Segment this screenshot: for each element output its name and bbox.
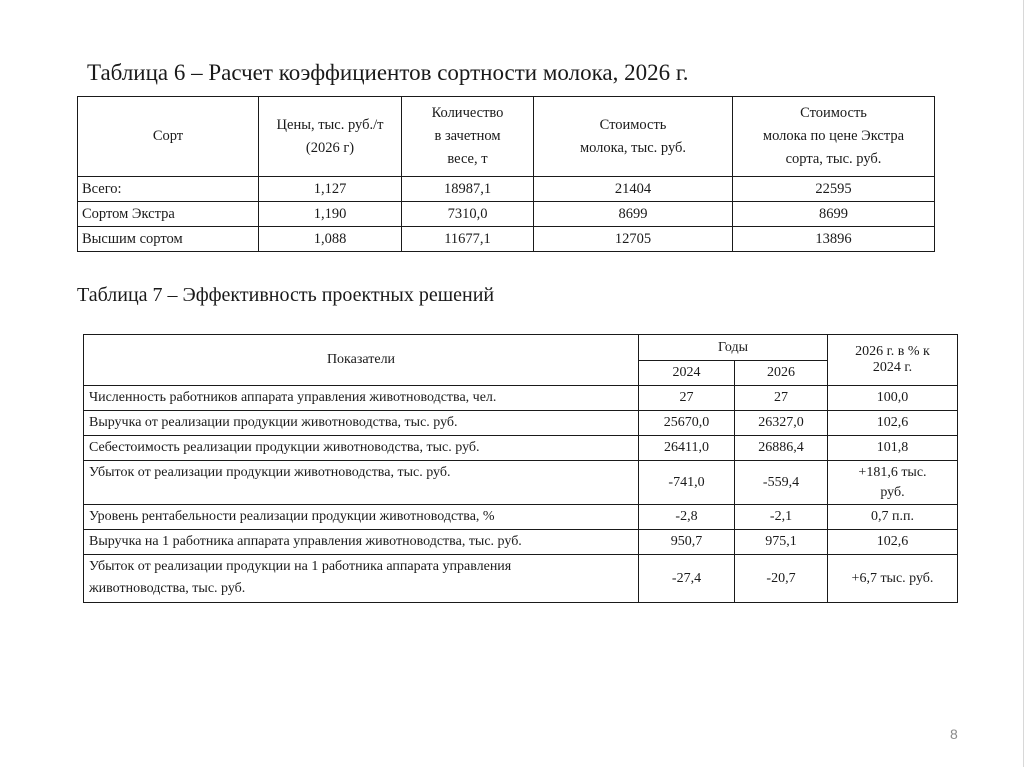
table6-header-row xyxy=(78,97,935,177)
cell-percent: +6,7 тыс. руб. xyxy=(828,555,958,603)
table-row xyxy=(84,555,958,603)
cell-2024: -27,4 xyxy=(639,555,735,603)
cell-indicator: Выручка на 1 работника аппарата управления животноводства, тыс. руб. xyxy=(84,530,639,555)
table7-header-row-1 xyxy=(84,335,958,361)
cell-sort: Сортом Экстра xyxy=(78,202,259,227)
table7-header-2026: 2026 xyxy=(735,361,828,386)
table-row xyxy=(84,386,958,411)
cell-percent: 100,0 xyxy=(828,386,958,411)
table6-sort-coefficients xyxy=(77,96,935,252)
cell-price: 1,088 xyxy=(259,227,402,252)
table7-header-percent: 2026 г. в % к 2024 г. xyxy=(828,335,958,386)
table6-title: Таблица 6 – Расчет коэффициентов сортности молока, 2026 г. xyxy=(87,60,689,85)
table7-header-2024: 2024 xyxy=(639,361,735,386)
table-row xyxy=(84,411,958,436)
cell-indicator: Убыток от реализации продукции животноводства, тыс. руб. xyxy=(84,461,639,505)
cell-indicator: Себестоимость реализации продукции животноводства, тыс. руб. xyxy=(84,436,639,461)
cell-extra-cost: 8699 xyxy=(733,202,935,227)
page-number: 8 xyxy=(950,726,958,742)
cell-quantity: 7310,0 xyxy=(402,202,534,227)
table-row xyxy=(78,177,935,202)
cell-sort: Всего: xyxy=(78,177,259,202)
cell-2024: 26411,0 xyxy=(639,436,735,461)
cell-2026: 26886,4 xyxy=(735,436,828,461)
table-row xyxy=(84,461,958,505)
cell-2026: -20,7 xyxy=(735,555,828,603)
cell-indicator: Уровень рентабельности реализации продукции животноводства, % xyxy=(84,505,639,530)
cell-2024: 25670,0 xyxy=(639,411,735,436)
cell-cost: 8699 xyxy=(534,202,733,227)
cell-2024: 950,7 xyxy=(639,530,735,555)
cell-indicator: Убыток от реализации продукции на 1 работника аппарата управления животноводства, тыс. руб. xyxy=(84,555,639,603)
table6-header-extra-cost: Стоимость молока по цене Экстра сорта, тыс. руб. xyxy=(733,97,935,177)
cell-price: 1,190 xyxy=(259,202,402,227)
cell-sort: Высшим сортом xyxy=(78,227,259,252)
cell-percent: 0,7 п.п. xyxy=(828,505,958,530)
cell-percent: +181,6 тыс. руб. xyxy=(828,461,958,505)
cell-percent: 102,6 xyxy=(828,530,958,555)
cell-extra-cost: 22595 xyxy=(733,177,935,202)
cell-percent: 102,6 xyxy=(828,411,958,436)
table7-header-indicator: Показатели xyxy=(84,335,639,386)
cell-price: 1,127 xyxy=(259,177,402,202)
cell-2024: -741,0 xyxy=(639,461,735,505)
cell-indicator: Выручка от реализации продукции животноводства, тыс. руб. xyxy=(84,411,639,436)
table-row xyxy=(84,530,958,555)
cell-extra-cost: 13896 xyxy=(733,227,935,252)
table6-header-sort: Сорт xyxy=(78,97,259,177)
table7-title: Таблица 7 – Эффективность проектных решений xyxy=(77,284,495,306)
cell-2024: -2,8 xyxy=(639,505,735,530)
table-row xyxy=(84,505,958,530)
cell-cost: 21404 xyxy=(534,177,733,202)
table-row xyxy=(78,227,935,252)
cell-2026: 26327,0 xyxy=(735,411,828,436)
cell-quantity: 11677,1 xyxy=(402,227,534,252)
table-row xyxy=(84,436,958,461)
cell-cost: 12705 xyxy=(534,227,733,252)
cell-2026: 975,1 xyxy=(735,530,828,555)
cell-quantity: 18987,1 xyxy=(402,177,534,202)
table7-project-efficiency xyxy=(83,334,958,603)
table6-header-price: Цены, тыс. руб./т (2026 г) xyxy=(259,97,402,177)
table6-header-cost: Стоимость молока, тыс. руб. xyxy=(534,97,733,177)
cell-2026: -559,4 xyxy=(735,461,828,505)
cell-2024: 27 xyxy=(639,386,735,411)
table6-header-quantity: Количество в зачетном весе, т xyxy=(402,97,534,177)
table-row xyxy=(78,202,935,227)
cell-percent: 101,8 xyxy=(828,436,958,461)
cell-indicator: Численность работников аппарата управления животноводства, чел. xyxy=(84,386,639,411)
cell-2026: -2,1 xyxy=(735,505,828,530)
table7-header-years: Годы xyxy=(639,335,828,361)
cell-2026: 27 xyxy=(735,386,828,411)
